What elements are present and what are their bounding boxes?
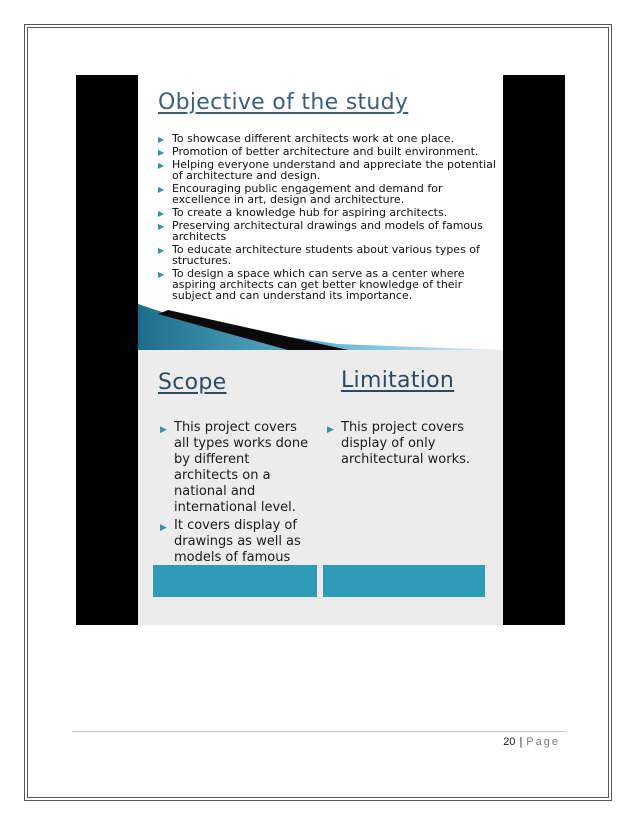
list-item: ▶ Promotion of better architecture and built environment. <box>158 145 479 158</box>
page-label: Page <box>526 736 560 748</box>
slide-objective <box>76 75 565 350</box>
scope-heading: Scope <box>158 370 227 395</box>
slide-scope-limitation <box>76 350 565 625</box>
bullet-arrow-icon: ▶ <box>158 246 165 255</box>
bullet-arrow-icon: ▶ <box>160 523 167 533</box>
bullet-arrow-icon: ▶ <box>158 209 165 218</box>
footer-separator: | <box>519 736 523 748</box>
bullet-arrow-icon: ▶ <box>160 425 167 435</box>
list-item: ▶ To create a knowledge hub for aspiring architects. <box>158 206 448 219</box>
bullet-arrow-icon: ▶ <box>158 270 165 279</box>
decorative-swoosh <box>138 304 503 350</box>
list-item: ▶ It covers display of drawings as well as models of famous <box>160 518 301 565</box>
bullet-arrow-icon: ▶ <box>158 185 165 194</box>
limitation-bullet-list <box>327 420 477 470</box>
objective-bullet-list <box>158 133 503 303</box>
footer-divider <box>72 731 566 732</box>
list-item: ▶ Encouraging public engagement and demand for excellence in art, design and architecture. <box>158 182 443 206</box>
list-item: ▶ To educate architecture students about various types of structures. <box>158 243 480 267</box>
bullet-arrow-icon: ▶ <box>158 222 165 231</box>
bullet-arrow-icon: ▶ <box>158 148 165 157</box>
slide-scope-content <box>138 350 503 625</box>
page-footer <box>503 736 560 748</box>
list-item: ▶ Helping everyone understand and appreciate the potential of architecture and design. <box>158 158 496 182</box>
list-item: ▶ This project covers display of only architectural works. <box>327 420 471 467</box>
list-item: ▶ This project covers all types works done by different architects on a national and international level. <box>160 420 309 515</box>
bullet-arrow-icon: ▶ <box>158 161 165 170</box>
footer-bar-left <box>153 565 317 597</box>
scope-bullet-list <box>160 420 310 584</box>
slide-title-objective: Objective of the study <box>158 90 409 115</box>
list-item: ▶ To design a space which can serve as a center where aspiring architects can get better knowledge of their subject and can understand its importance. <box>158 267 465 302</box>
bullet-arrow-icon: ▶ <box>158 135 165 144</box>
limitation-heading: Limitation <box>341 368 455 393</box>
footer-bar-right <box>323 565 485 597</box>
list-item: ▶ Preserving architectural drawings and models of famous architects <box>158 219 483 243</box>
bullet-arrow-icon: ▶ <box>327 425 334 435</box>
slide-objective-content <box>138 75 503 350</box>
page-number: 20 <box>503 736 516 748</box>
list-item: ▶ To showcase different architects work at one place. <box>158 132 454 145</box>
